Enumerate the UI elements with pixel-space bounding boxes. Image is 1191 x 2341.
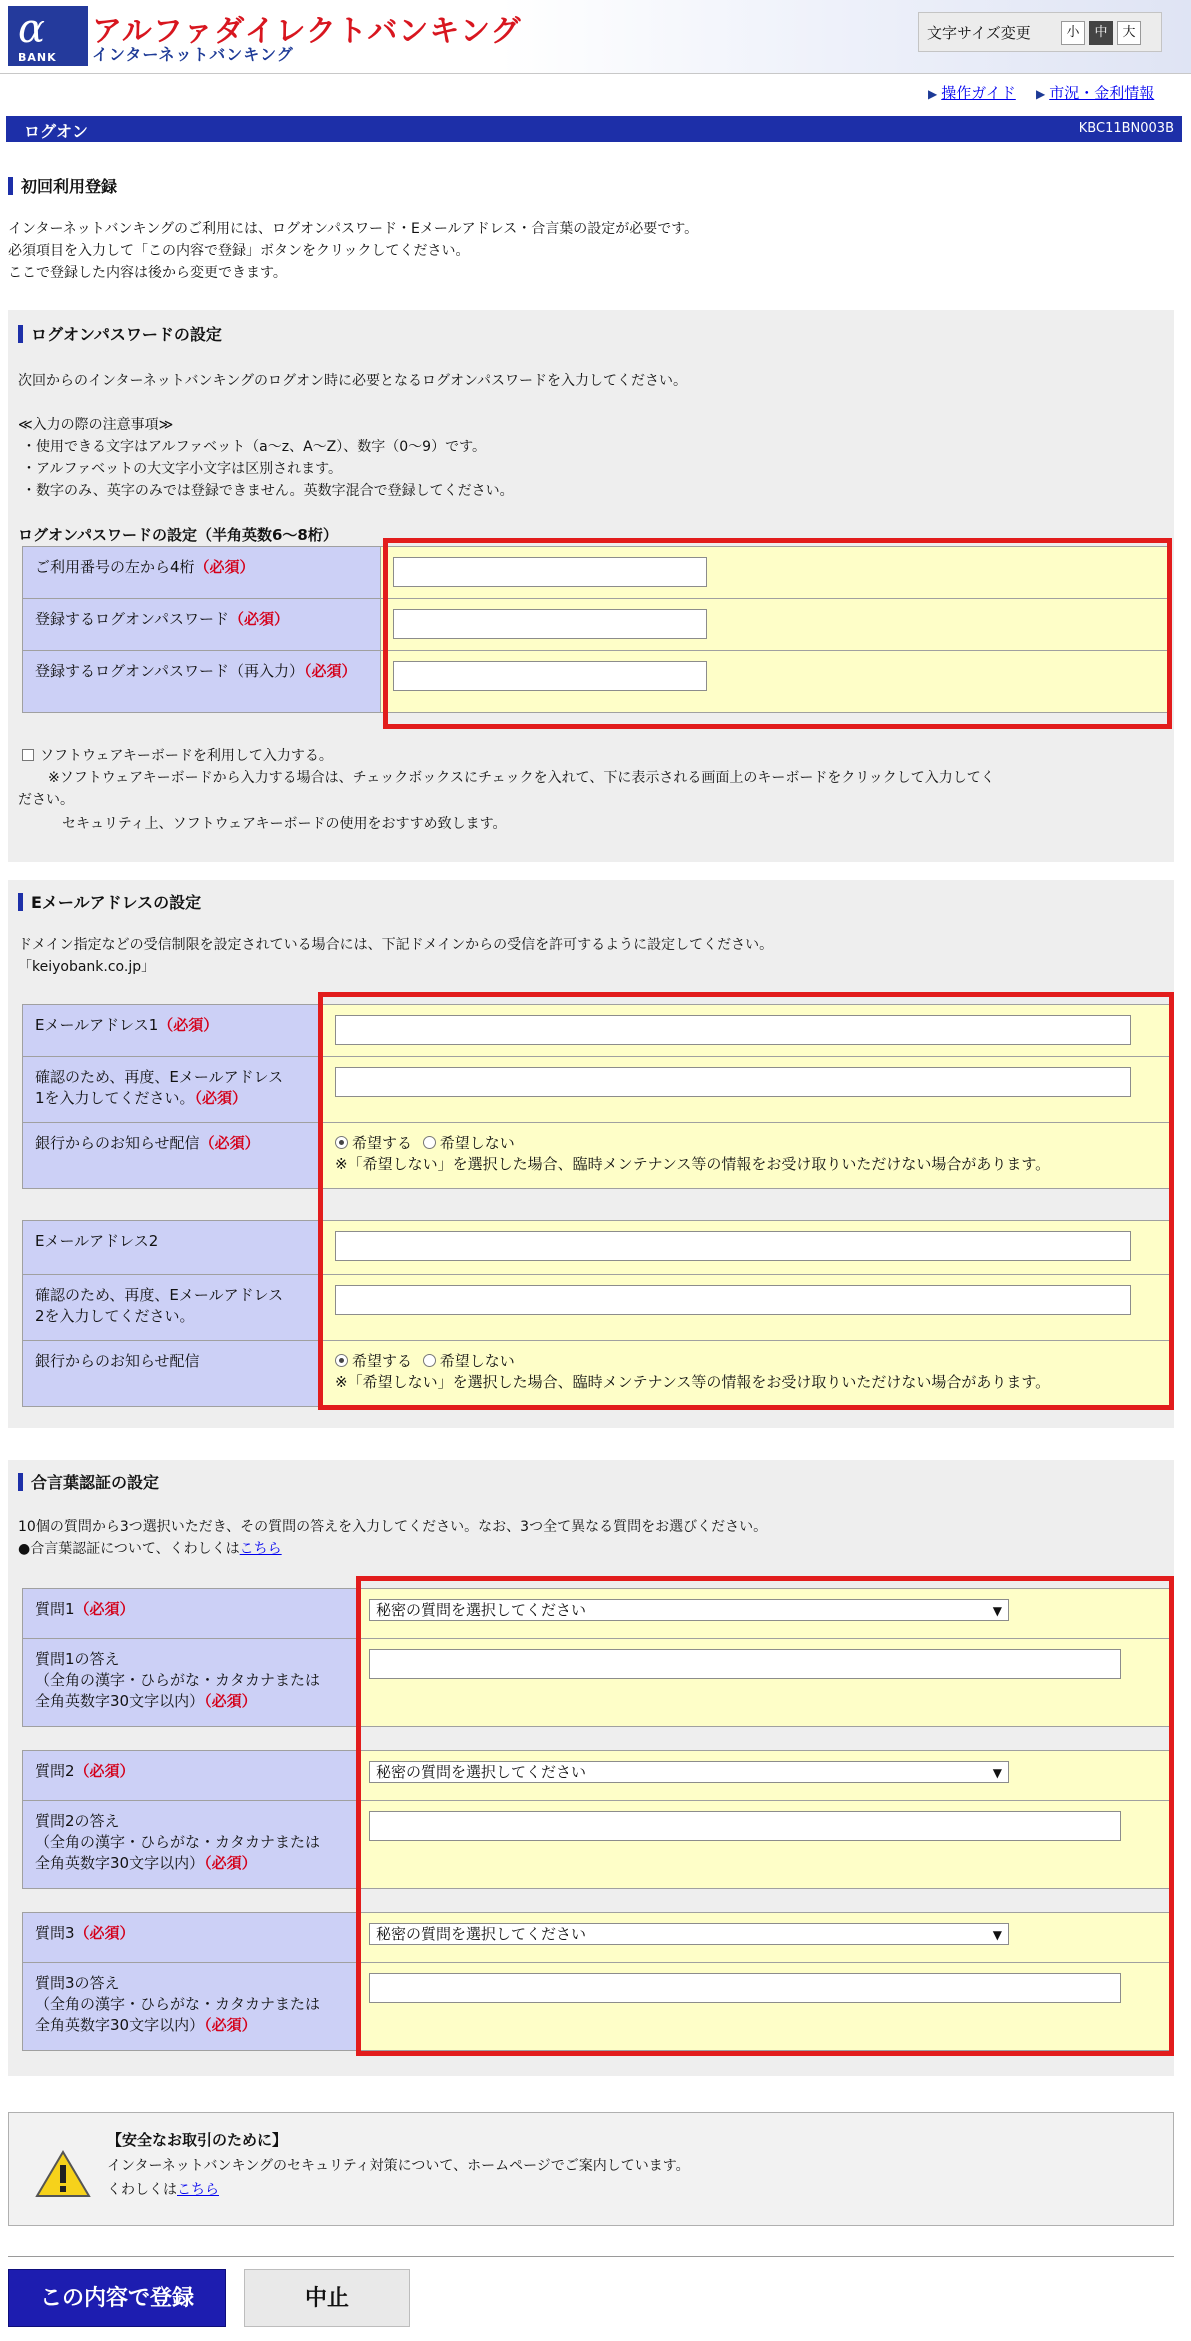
register-button[interactable]: この内容で登録: [8, 2269, 226, 2327]
password-desc: 次回からのインターネットバンキングのログオン時に必要となるログオンパスワードを入力してください。: [18, 373, 688, 389]
notice-line-2: くわしくはこちら: [107, 2182, 219, 2198]
software-keyboard-note-1: ※ソフトウェアキーボードから入力する場合は、チェックボックスにチェックを入れて、下に表示される画面上のキーボードをクリックして入力してく: [48, 770, 995, 786]
password-section-heading: ログオンパスワードの設定: [18, 322, 222, 345]
software-keyboard-note-1b: ださい。: [18, 792, 74, 808]
password-note-2: ・アルファベットの大文字小文字は区別されます。: [22, 461, 343, 477]
operation-guide-link[interactable]: 操作ガイド: [941, 84, 1016, 102]
question3-select[interactable]: 秘密の質問を選択してください ▼: [369, 1923, 1009, 1945]
email-domain: 「keiyobank.co.jp」: [18, 959, 156, 975]
notice-link[interactable]: こちら: [177, 2182, 219, 2198]
highlight-box-password: [383, 538, 1172, 729]
email-desc: ドメイン指定などの受信制限を設定されている場合には、下記ドメインからの受信を許可するように設定してください。: [18, 937, 774, 953]
divider: [8, 2256, 1174, 2257]
notify2-note: ※「希望しない」を選択した場合、臨時メンテナンス等の情報をお受け取りいただけない場合があります。: [335, 1373, 1051, 1391]
arrow-right-icon: ▶: [1036, 87, 1046, 101]
logo-bank-text: BANK: [18, 51, 57, 64]
font-size-small-button[interactable]: 小: [1061, 21, 1085, 45]
font-size-label: 文字サイズ変更: [927, 24, 1031, 42]
intro-line-2: 必須項目を入力して「この内容で登録」ボタンをクリックしてください。: [8, 243, 470, 259]
row-label-answer2: 質問2の答え （全角の漢字・ひらがな・カタカナまたは 全角英数字30文字以内）（必須）: [23, 1801, 357, 1889]
market-info-link-wrap: [1036, 82, 1154, 103]
row-label-email1: Eメールアドレス1（必須）: [23, 1005, 323, 1057]
intro-line-1: インターネットバンキングのご利用には、ログオンパスワード・Eメールアドレス・合言葉の設定が必要です。: [8, 221, 699, 237]
row-label-email2: Eメールアドレス2: [23, 1221, 323, 1275]
row-label-new-password: 登録するログオンパスワード（必須）: [23, 599, 381, 651]
security-notice: [8, 2112, 1174, 2226]
font-size-medium-button[interactable]: 中: [1089, 21, 1113, 45]
bank-logo[interactable]: [8, 6, 88, 66]
chevron-down-icon: ▼: [992, 1604, 1002, 1618]
brand-subtitle: インターネットバンキング: [92, 45, 294, 64]
warning-icon: [35, 2149, 91, 2199]
row-label-user-number: ご利用番号の左から4桁（必須）: [23, 547, 381, 599]
alpha-logo-icon: α: [18, 6, 46, 52]
highlight-box-secret: [356, 1576, 1174, 2056]
market-info-link[interactable]: 市況・金利情報: [1049, 84, 1155, 102]
password-table-title: ログオンパスワードの設定（半角英数6〜8桁）: [18, 526, 338, 544]
brand-title: アルファダイレクトバンキング: [92, 14, 522, 49]
software-keyboard-note-2: セキュリティ上、ソフトウェアキーボードの使用をおすすめ致します。: [62, 816, 507, 832]
screen-code: KBC11BN003B: [1078, 121, 1174, 136]
row-label-email2-confirm: 確認のため、再度、Eメールアドレス 2を入力してください。: [23, 1275, 323, 1341]
highlight-box-email: [318, 992, 1174, 1410]
software-keyboard-row: [22, 745, 333, 767]
row-label-answer1: 質問1の答え （全角の漢字・ひらがな・カタカナまたは 全角英数字30文字以内）（必須）: [23, 1639, 357, 1727]
cancel-button[interactable]: 中止: [244, 2269, 410, 2327]
secret-more-link[interactable]: こちら: [239, 1541, 282, 1557]
software-keyboard-checkbox[interactable]: [22, 749, 34, 761]
row-label-email1-confirm: 確認のため、再度、Eメールアドレス 1を入力してください。（必須）: [23, 1057, 323, 1123]
row-label-question3: 質問3（必須）: [23, 1913, 357, 1963]
chevron-down-icon: ▼: [992, 1928, 1002, 1942]
intro-line-3: ここで登録した内容は後から変更できます。: [8, 265, 287, 281]
notice-line-1: インターネットバンキングのセキュリティ対策について、ホームページでご案内しています。: [107, 2158, 690, 2174]
row-label-question1: 質問1（必須）: [23, 1589, 357, 1639]
font-size-switcher: [918, 12, 1162, 52]
row-label-question2: 質問2（必須）: [23, 1751, 357, 1801]
row-value-notify1: 希望する 希望しない ※「希望しない」を選択した場合、臨時メンテナンス等の情報をお受け取りいただけない場合があります。: [323, 1123, 1172, 1189]
arrow-right-icon: ▶: [928, 87, 938, 101]
notice-title: 【安全なお取引のために】: [107, 2131, 288, 2149]
question2-select[interactable]: 秘密の質問を選択してください ▼: [369, 1761, 1009, 1783]
secret-section-heading: 合言葉認証の設定: [18, 1470, 159, 1493]
page-title-bar: [6, 116, 1182, 142]
font-size-large-button[interactable]: 大: [1117, 21, 1141, 45]
row-value-notify2: 希望する 希望しない ※「希望しない」を選択した場合、臨時メンテナンス等の情報をお受け取りいただけない場合があります。: [323, 1341, 1172, 1407]
password-notes-title: ≪入力の際の注意事項≫: [18, 417, 174, 433]
question1-select[interactable]: 秘密の質問を選択してください ▼: [369, 1599, 1009, 1621]
notify1-note: ※「希望しない」を選択した場合、臨時メンテナンス等の情報をお受け取りいただけない場合があります。: [335, 1155, 1051, 1173]
row-label-notify1: 銀行からのお知らせ配信（必須）: [23, 1123, 323, 1189]
operation-guide-link-wrap: [928, 82, 1016, 103]
row-label-confirm-password: 登録するログオンパスワード（再入力）（必須）: [23, 651, 381, 713]
secret-more-row: ●合言葉認証について、くわしくはこちら: [18, 1541, 282, 1557]
row-label-answer3: 質問3の答え （全角の漢字・ひらがな・カタカナまたは 全角英数字30文字以内）（必須）: [23, 1963, 357, 2051]
section-heading-first-registration: 初回利用登録: [8, 174, 117, 197]
password-note-3: ・数字のみ、英字のみでは登録できません。英数字混合で登録してください。: [22, 483, 514, 499]
chevron-down-icon: ▼: [992, 1766, 1002, 1780]
row-label-notify2: 銀行からのお知らせ配信: [23, 1341, 323, 1407]
secret-desc: 10個の質問から3つ選択いただき、その質問の答えを入力してください。なお、3つ全て異なる質問をお選びください。: [18, 1519, 768, 1535]
password-note-1: ・使用できる文字はアルファベット（a〜z、A〜Z）、数字（0〜9）です。: [22, 439, 486, 455]
email-section-heading: Eメールアドレスの設定: [18, 890, 201, 913]
page-title: ログオン: [24, 122, 89, 141]
software-keyboard-label: ソフトウェアキーボードを利用して入力する。: [40, 748, 333, 764]
